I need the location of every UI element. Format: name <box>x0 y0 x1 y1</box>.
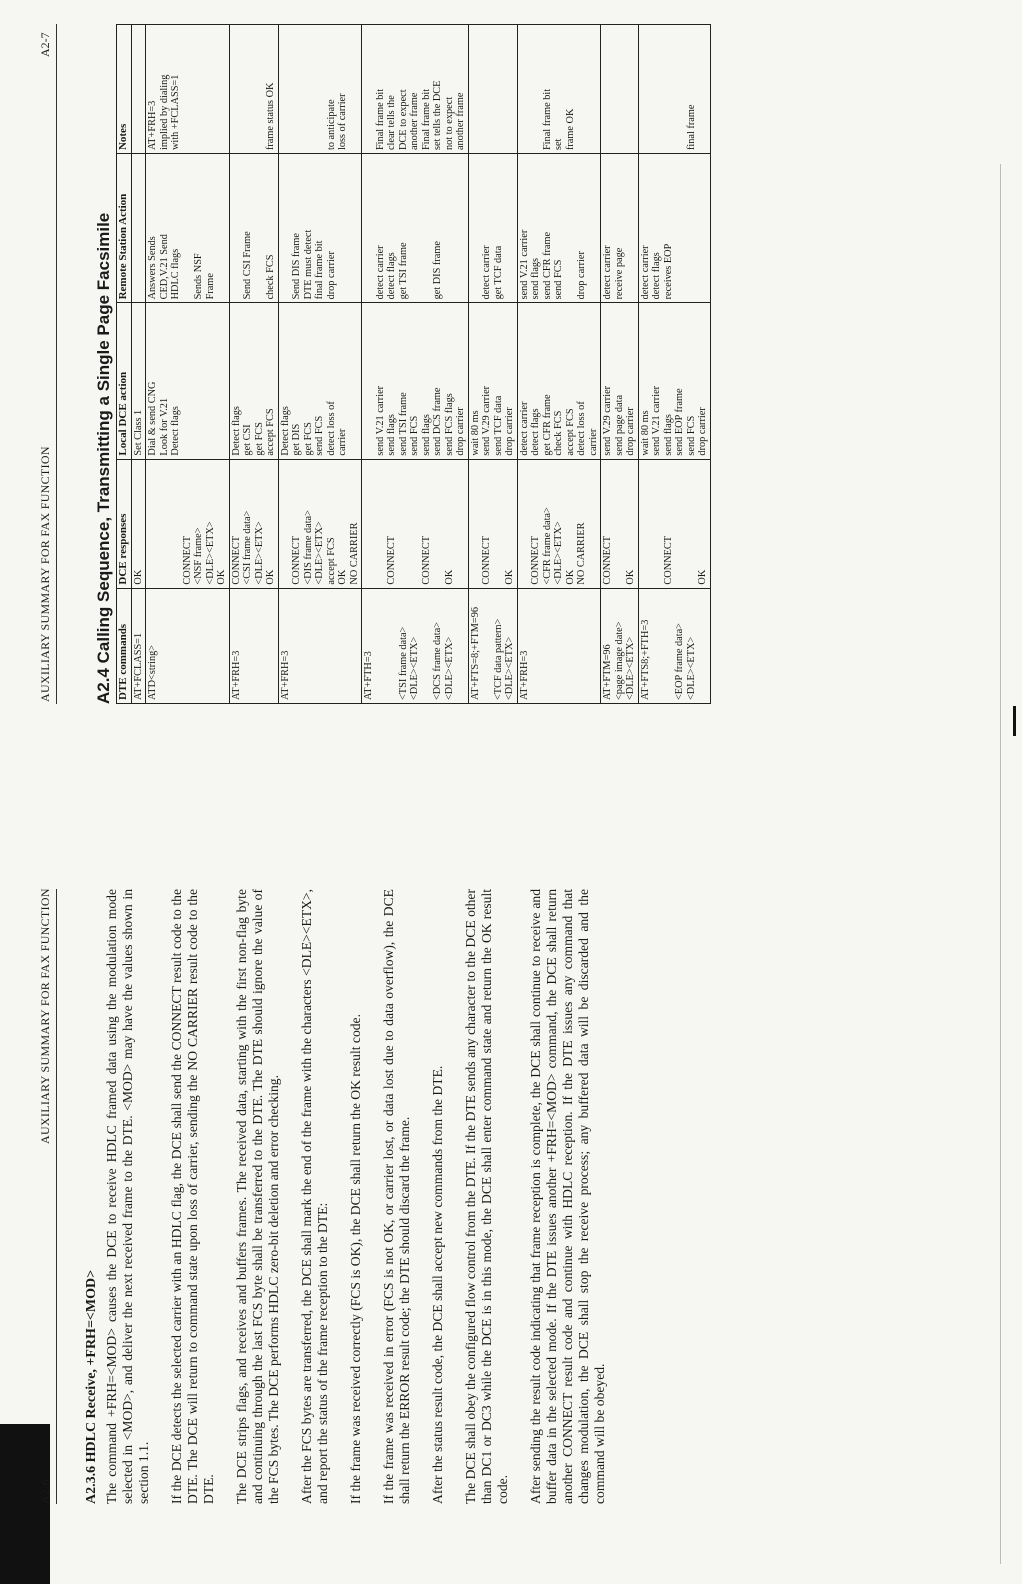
cell-line: OK <box>132 569 144 585</box>
cell-line: accept FCS <box>564 408 576 456</box>
cell-line: CONNECT <box>662 535 674 585</box>
table-body <box>131 25 710 704</box>
cell-line <box>280 28 292 150</box>
cell-line: frame OK <box>564 108 576 151</box>
cell-line: carrier <box>587 428 599 456</box>
cell-line <box>421 157 433 299</box>
cell-line: Final frame bit <box>374 88 386 151</box>
cell-line <box>640 463 652 585</box>
cell-line <box>159 463 171 585</box>
cell-line: clear tells the <box>386 95 397 151</box>
cell-line: send DCS frame <box>432 387 443 456</box>
cell-line: OK <box>443 569 455 585</box>
cell-line: <TCF data pattern> <box>492 618 504 700</box>
table-row <box>278 25 362 704</box>
cell-line: detect loss of <box>325 401 337 456</box>
table-cell <box>517 459 601 588</box>
cell-line <box>409 157 421 299</box>
table-header-row <box>117 25 132 704</box>
cell-line: <DIS frame data> <box>302 510 314 585</box>
table-cell <box>131 25 146 154</box>
cell-line: get CFR frame <box>541 394 553 456</box>
cell-line: send V.29 carrier <box>481 385 492 456</box>
cell-line: CONNECT <box>530 535 541 585</box>
cell-line: Final frame bit <box>420 88 432 151</box>
table-cell <box>362 303 469 459</box>
table-row <box>468 25 517 704</box>
paragraph: If the frame was received correctly (FCS is OK), the DCE shall return the OK result code. <box>348 1014 363 1504</box>
running-header: AUXILIARY SUMMARY FOR FAX FUNCTION <box>38 888 52 1144</box>
cell-line: send EOP frame <box>674 388 685 456</box>
paragraph: After sending the result code indicating that frame reception is complete, the DCE shall continue to receive and buffer data in the selected mode. If the DTE issues another +FRH=<MOD> command, the DCE shall return another CONNECT result code and continue with HDLC reception. If the DTE issues any command that changes modulation, the DCE shall stop the receive process; any buffered data will be discarded and the command will be obeyed. <box>528 889 607 1504</box>
cell-line: get FCS <box>253 422 265 456</box>
table-cell <box>468 303 517 459</box>
cell-line: get TCF data <box>492 245 504 300</box>
cell-line: send FCS <box>685 415 697 456</box>
cell-line: Detect flags <box>230 406 242 456</box>
cell-line: drop carrier <box>697 407 708 456</box>
table-row <box>131 25 146 704</box>
table-title: A2.4 Calling Sequence, Transmitting a Single Page Facsimile <box>94 212 113 704</box>
calling-sequence-table <box>116 24 711 704</box>
cell-line: AT+FTS=8;+FTM=96 <box>469 606 481 700</box>
left-page <box>0 792 1022 1584</box>
cell-line <box>663 592 675 700</box>
cell-line: CONNECT <box>291 535 302 585</box>
cell-line: <DLE><ETX> <box>553 521 564 585</box>
cell-line <box>205 592 217 700</box>
table-cell <box>278 154 362 303</box>
cell-line: <DLE><ETX> <box>625 636 636 700</box>
cell-line: send V.21 carrier <box>374 385 386 456</box>
cell-line: AT+FTS8;+FTH=3 <box>639 619 651 700</box>
cell-line <box>280 463 292 585</box>
cell-line: <TSI frame data> <box>397 626 409 700</box>
column-header: Remote Station Action <box>117 154 132 303</box>
body-text <box>70 889 625 1504</box>
cell-line: <EOP frame data> <box>674 623 685 700</box>
cell-line <box>386 592 398 700</box>
cell-line: drop carrier <box>325 251 337 300</box>
cell-line: AT+FRH=3 <box>230 650 242 700</box>
cell-line <box>182 157 194 299</box>
running-header: AUXILIARY SUMMARY FOR FAX FUNCTION <box>38 446 52 702</box>
cell-line: Send DIS frame <box>291 233 302 300</box>
page-number: A2-6 <box>38 1479 52 1504</box>
cell-line <box>254 157 266 299</box>
table-cell <box>638 588 710 703</box>
paragraph: After the status result code, the DCE shall accept new commands from the DTE. <box>430 1065 445 1504</box>
cell-line: send FCS flags <box>443 393 455 456</box>
cell-line: CONNECT <box>602 535 613 585</box>
cell-line <box>363 157 375 299</box>
cell-line: get TSI frame <box>397 242 409 300</box>
cell-line <box>565 157 577 299</box>
table-cell <box>229 154 278 303</box>
cell-line: detect carrier <box>518 401 530 456</box>
cell-line <box>242 28 254 150</box>
cell-line: AT+FTH=3 <box>363 651 374 700</box>
cell-line: Sends NSF <box>193 253 204 300</box>
cell-line: OK <box>504 569 515 585</box>
cell-line: detect flags <box>651 252 662 300</box>
table-cell <box>517 154 601 303</box>
cell-line: another frame <box>409 92 420 151</box>
cell-line: Send CSI Frame <box>242 231 253 300</box>
cell-line: OK <box>697 569 708 585</box>
cell-line: send flags <box>662 414 674 456</box>
paragraph: If the DCE detects the selected carrier with an HDLC flag, the DCE shall send the CONNECT result code to the DTE. The DCE will return to command state upon loss of carrier, sending the NO CARRIER result code to the DTE. <box>169 889 216 1504</box>
cell-line <box>602 28 614 150</box>
cell-line: another frame <box>455 92 466 151</box>
table-cell <box>601 154 639 303</box>
cell-line <box>133 157 145 299</box>
cell-line <box>651 463 663 585</box>
cell-line <box>519 28 531 150</box>
paragraph: The DCE strips flags, and receives and buffers frames. The received data, starting with the first non-flag byte and continuing through the last FCS byte shall be transferred to the DTE. The DTE should ignore the value of the FCS bytes. The DCE performs HDLC zero-bit deletion and error checking. <box>234 889 281 1504</box>
cell-line: <NSF frame> <box>193 527 204 585</box>
cell-line <box>231 28 243 150</box>
table-cell <box>278 303 362 459</box>
cell-line: get FCS <box>302 422 314 456</box>
table-row <box>229 25 278 704</box>
cell-line <box>663 28 675 150</box>
cell-line: drop carrier <box>455 407 466 456</box>
cell-line: detect loss of <box>576 401 587 456</box>
cell-line <box>363 28 375 150</box>
cell-line: <DLE><ETX> <box>504 636 515 700</box>
cell-line <box>170 463 182 585</box>
cell-line: loss of carrier <box>337 93 348 151</box>
column-header: DTE commands <box>117 588 132 703</box>
cell-line: <DLE><ETX> <box>253 521 265 585</box>
table-cell <box>278 25 362 154</box>
cell-line: AT+FTM=96 <box>602 644 613 700</box>
cell-line: <DLE><ETX> <box>204 521 216 585</box>
table-row <box>601 25 639 704</box>
cell-line: NO CARRIER <box>348 522 360 585</box>
cell-line <box>159 592 171 700</box>
cell-line: send CFR frame <box>541 231 553 300</box>
cell-line <box>493 463 505 585</box>
cell-line <box>303 28 315 150</box>
cell-line: OK <box>216 569 227 585</box>
cell-line: Final frame bit <box>541 88 553 151</box>
cell-line: AT+FRH=3 <box>518 650 530 700</box>
cell-line: implied by dialing <box>158 74 170 151</box>
cell-line <box>470 28 482 150</box>
cell-line: send flags <box>386 414 397 456</box>
cell-line: to anticipate <box>325 99 337 151</box>
table-cell <box>278 588 362 703</box>
cell-line: Detect flags <box>279 406 291 456</box>
cell-line <box>651 28 663 150</box>
cell-line <box>519 463 531 585</box>
cell-line: AT+FRH=3 <box>147 100 158 151</box>
cell-line: set <box>553 138 564 151</box>
cell-line <box>182 592 194 700</box>
cell-line: Frame <box>204 273 216 300</box>
cell-line <box>363 306 375 455</box>
table-cell <box>131 459 146 588</box>
cell-line: OK <box>265 569 276 585</box>
table-cell <box>638 25 710 154</box>
cell-line: frame status OK <box>265 82 276 151</box>
cell-line <box>640 28 652 150</box>
table-cell <box>601 25 639 154</box>
cell-line <box>375 592 387 700</box>
table-cell <box>601 303 639 459</box>
header-rule <box>56 24 57 704</box>
cell-line: send V.21 carrier <box>518 229 530 300</box>
cell-line: AT+FRH=3 <box>279 650 291 700</box>
cell-line <box>231 157 243 299</box>
table-cell <box>229 459 278 588</box>
cell-line: <page image date> <box>613 621 625 700</box>
table-cell <box>131 588 146 703</box>
cell-line: detect carrier <box>639 245 651 300</box>
cell-line <box>254 28 266 150</box>
cell-line: with +FCLASS=1 <box>170 74 181 151</box>
table-cell <box>229 303 278 459</box>
cell-line: wait 80 ms <box>469 410 481 456</box>
cell-line <box>686 463 698 585</box>
column-header: Notes <box>117 25 132 154</box>
cell-line: <DLE><ETX> <box>443 636 455 700</box>
paragraph: After the FCS bytes are transferred, the DCE shall mark the end of the frame with the characters <DLE><ETX>, and report the status of the frame reception to the DTE: <box>299 889 330 1504</box>
cell-line: Answers Sends <box>147 236 158 300</box>
cell-line <box>133 28 145 150</box>
cell-line: send TCF data <box>492 395 504 456</box>
cell-line: DTE must detect <box>302 229 314 300</box>
cell-line: <DLE><ETX> <box>314 521 325 585</box>
table-cell <box>131 303 146 459</box>
table-cell <box>638 154 710 303</box>
column-header: Local DCE action <box>117 303 132 459</box>
cell-line <box>280 157 292 299</box>
table-cell <box>229 588 278 703</box>
table-cell <box>468 154 517 303</box>
table-cell <box>517 25 601 154</box>
table-cell <box>517 588 601 703</box>
cell-line <box>314 28 326 150</box>
cell-line: accept FCS <box>325 537 337 585</box>
cell-line: send page data <box>613 394 625 456</box>
cell-line: receive page <box>613 247 625 300</box>
cell-line: set tells the DCE <box>432 80 443 151</box>
cell-line: send V.29 carrier <box>602 385 613 456</box>
cell-line: final frame <box>685 104 697 151</box>
cell-line: send TSI frame <box>397 392 409 456</box>
column-header: DCE responses <box>117 459 132 588</box>
cell-line: Look for V.21 <box>158 397 170 456</box>
cell-line: send FCS <box>314 415 325 456</box>
table-cell <box>278 459 362 588</box>
table-cell <box>468 25 517 154</box>
table-cell <box>362 588 469 703</box>
cell-line: drop carrier <box>625 407 636 456</box>
cell-line: CED,V.21 Send <box>158 234 170 300</box>
table-cell <box>229 25 278 154</box>
table-cell <box>362 459 469 588</box>
cell-line: detect carrier <box>374 245 386 300</box>
cell-line: send flags <box>420 414 432 456</box>
cell-line <box>651 592 663 700</box>
cell-line: CONNECT <box>181 535 193 585</box>
section-heading: A2.3.6 HDLC Receive, +FRH=<MOD> <box>84 1269 99 1504</box>
cell-line: detect flags <box>530 408 541 456</box>
cell-line: wait 80 ms <box>639 410 651 456</box>
cell-line: send FCS <box>553 259 564 300</box>
cell-line <box>674 463 686 585</box>
cell-line: detect carrier <box>602 245 613 300</box>
table-row <box>517 25 601 704</box>
cell-line: Detect flags <box>170 406 181 456</box>
cell-line: DCE to expect <box>397 89 409 151</box>
table-cell <box>146 25 230 154</box>
cell-line: send FCS <box>409 415 420 456</box>
paragraph: The DCE shall obey the configured flow control from the DTE. If the DTE sends any character to the DCE other than DC1 or DC3 while the DCE is in this mode, the DCE shall enter command state and return the OK result code. <box>463 889 510 1504</box>
cell-line: HDLC flags <box>170 248 181 300</box>
table-cell <box>146 459 230 588</box>
cell-line <box>674 28 686 150</box>
table-cell <box>146 588 230 703</box>
cell-line: drop carrier <box>504 407 515 456</box>
table-cell <box>468 588 517 703</box>
cell-line: detect flags <box>386 252 397 300</box>
cell-line <box>470 463 482 585</box>
cell-line: ATD<string> <box>147 644 158 700</box>
cell-line: <DLE><ETX> <box>409 636 420 700</box>
cell-line: Set Class 1 <box>132 409 144 456</box>
cell-line: <CFR frame data> <box>541 507 553 585</box>
cell-line: CONNECT <box>386 535 397 585</box>
cell-line: CONNECT <box>420 535 432 585</box>
table-cell <box>468 459 517 588</box>
header-rule <box>56 889 57 1504</box>
cell-line <box>470 157 482 299</box>
cell-line: detect carrier <box>481 245 492 300</box>
cell-line: not to expect <box>443 96 455 151</box>
table-cell <box>638 459 710 588</box>
cell-line <box>421 592 433 700</box>
cell-line: accept FCS <box>265 408 276 456</box>
table-cell <box>601 459 639 588</box>
cell-line: CONNECT <box>481 535 492 585</box>
cell-line: receives EOP <box>662 243 674 300</box>
cell-line: OK <box>564 569 576 585</box>
paragraph: The command +FRH=<MOD> causes the DCE to receive HDLC framed data using the modulation mode selected in <MOD>, and deliver the next received frame to the DTE. <MOD> may have the values shown in section 1.1. <box>104 889 151 1504</box>
cell-line: final frame bit <box>314 240 325 300</box>
table-cell <box>131 154 146 303</box>
cell-line <box>291 28 303 150</box>
cell-line: send V.21 carrier <box>651 385 662 456</box>
table-cell <box>146 154 230 303</box>
cell-line <box>398 463 410 585</box>
cell-line <box>409 463 421 585</box>
cell-line <box>375 463 387 585</box>
cell-line <box>614 463 626 585</box>
cell-line: get DIS frame <box>432 241 443 300</box>
table-cell <box>638 303 710 459</box>
cell-line <box>170 592 182 700</box>
paragraph: If the frame was received in error (FCS is not OK, or carrier lost, or data lost due to data overflow), the DCE shall return the ERROR result code; the DTE should discard the frame. <box>381 889 412 1504</box>
page-number: A2-7 <box>38 32 52 57</box>
cell-line <box>481 592 493 700</box>
table-cell <box>146 303 230 459</box>
table-row <box>362 25 469 704</box>
cell-line: <DLE><ETX> <box>685 636 697 700</box>
table-cell <box>517 303 601 459</box>
cell-line: send flags <box>530 257 541 300</box>
cell-line: check FCS <box>265 254 276 300</box>
cell-line <box>530 28 542 150</box>
cell-line: carrier <box>337 428 348 456</box>
cell-line <box>363 463 375 585</box>
cell-line: <DCS frame data> <box>432 622 443 700</box>
cell-line: Dial & send CNG <box>147 381 158 456</box>
cell-line <box>147 463 159 585</box>
table-cell <box>362 154 469 303</box>
cell-line <box>193 592 205 700</box>
cell-line: get DIS <box>291 423 302 456</box>
cell-line: check FCS <box>553 410 564 456</box>
table-cell <box>601 588 639 703</box>
cell-line: AT+FCLASS=1 <box>132 632 144 700</box>
table-cell <box>362 25 469 154</box>
table-row <box>638 25 710 704</box>
cell-line: drop carrier <box>576 251 587 300</box>
cell-line: NO CARRIER <box>576 522 587 585</box>
cell-line: OK <box>625 569 636 585</box>
cell-line <box>432 463 444 585</box>
cell-line: get CSI <box>242 424 253 456</box>
cell-line: OK <box>337 569 348 585</box>
cell-line: CONNECT <box>230 535 242 585</box>
cell-line: <CSI frame data> <box>242 510 253 585</box>
table-row <box>146 25 230 704</box>
